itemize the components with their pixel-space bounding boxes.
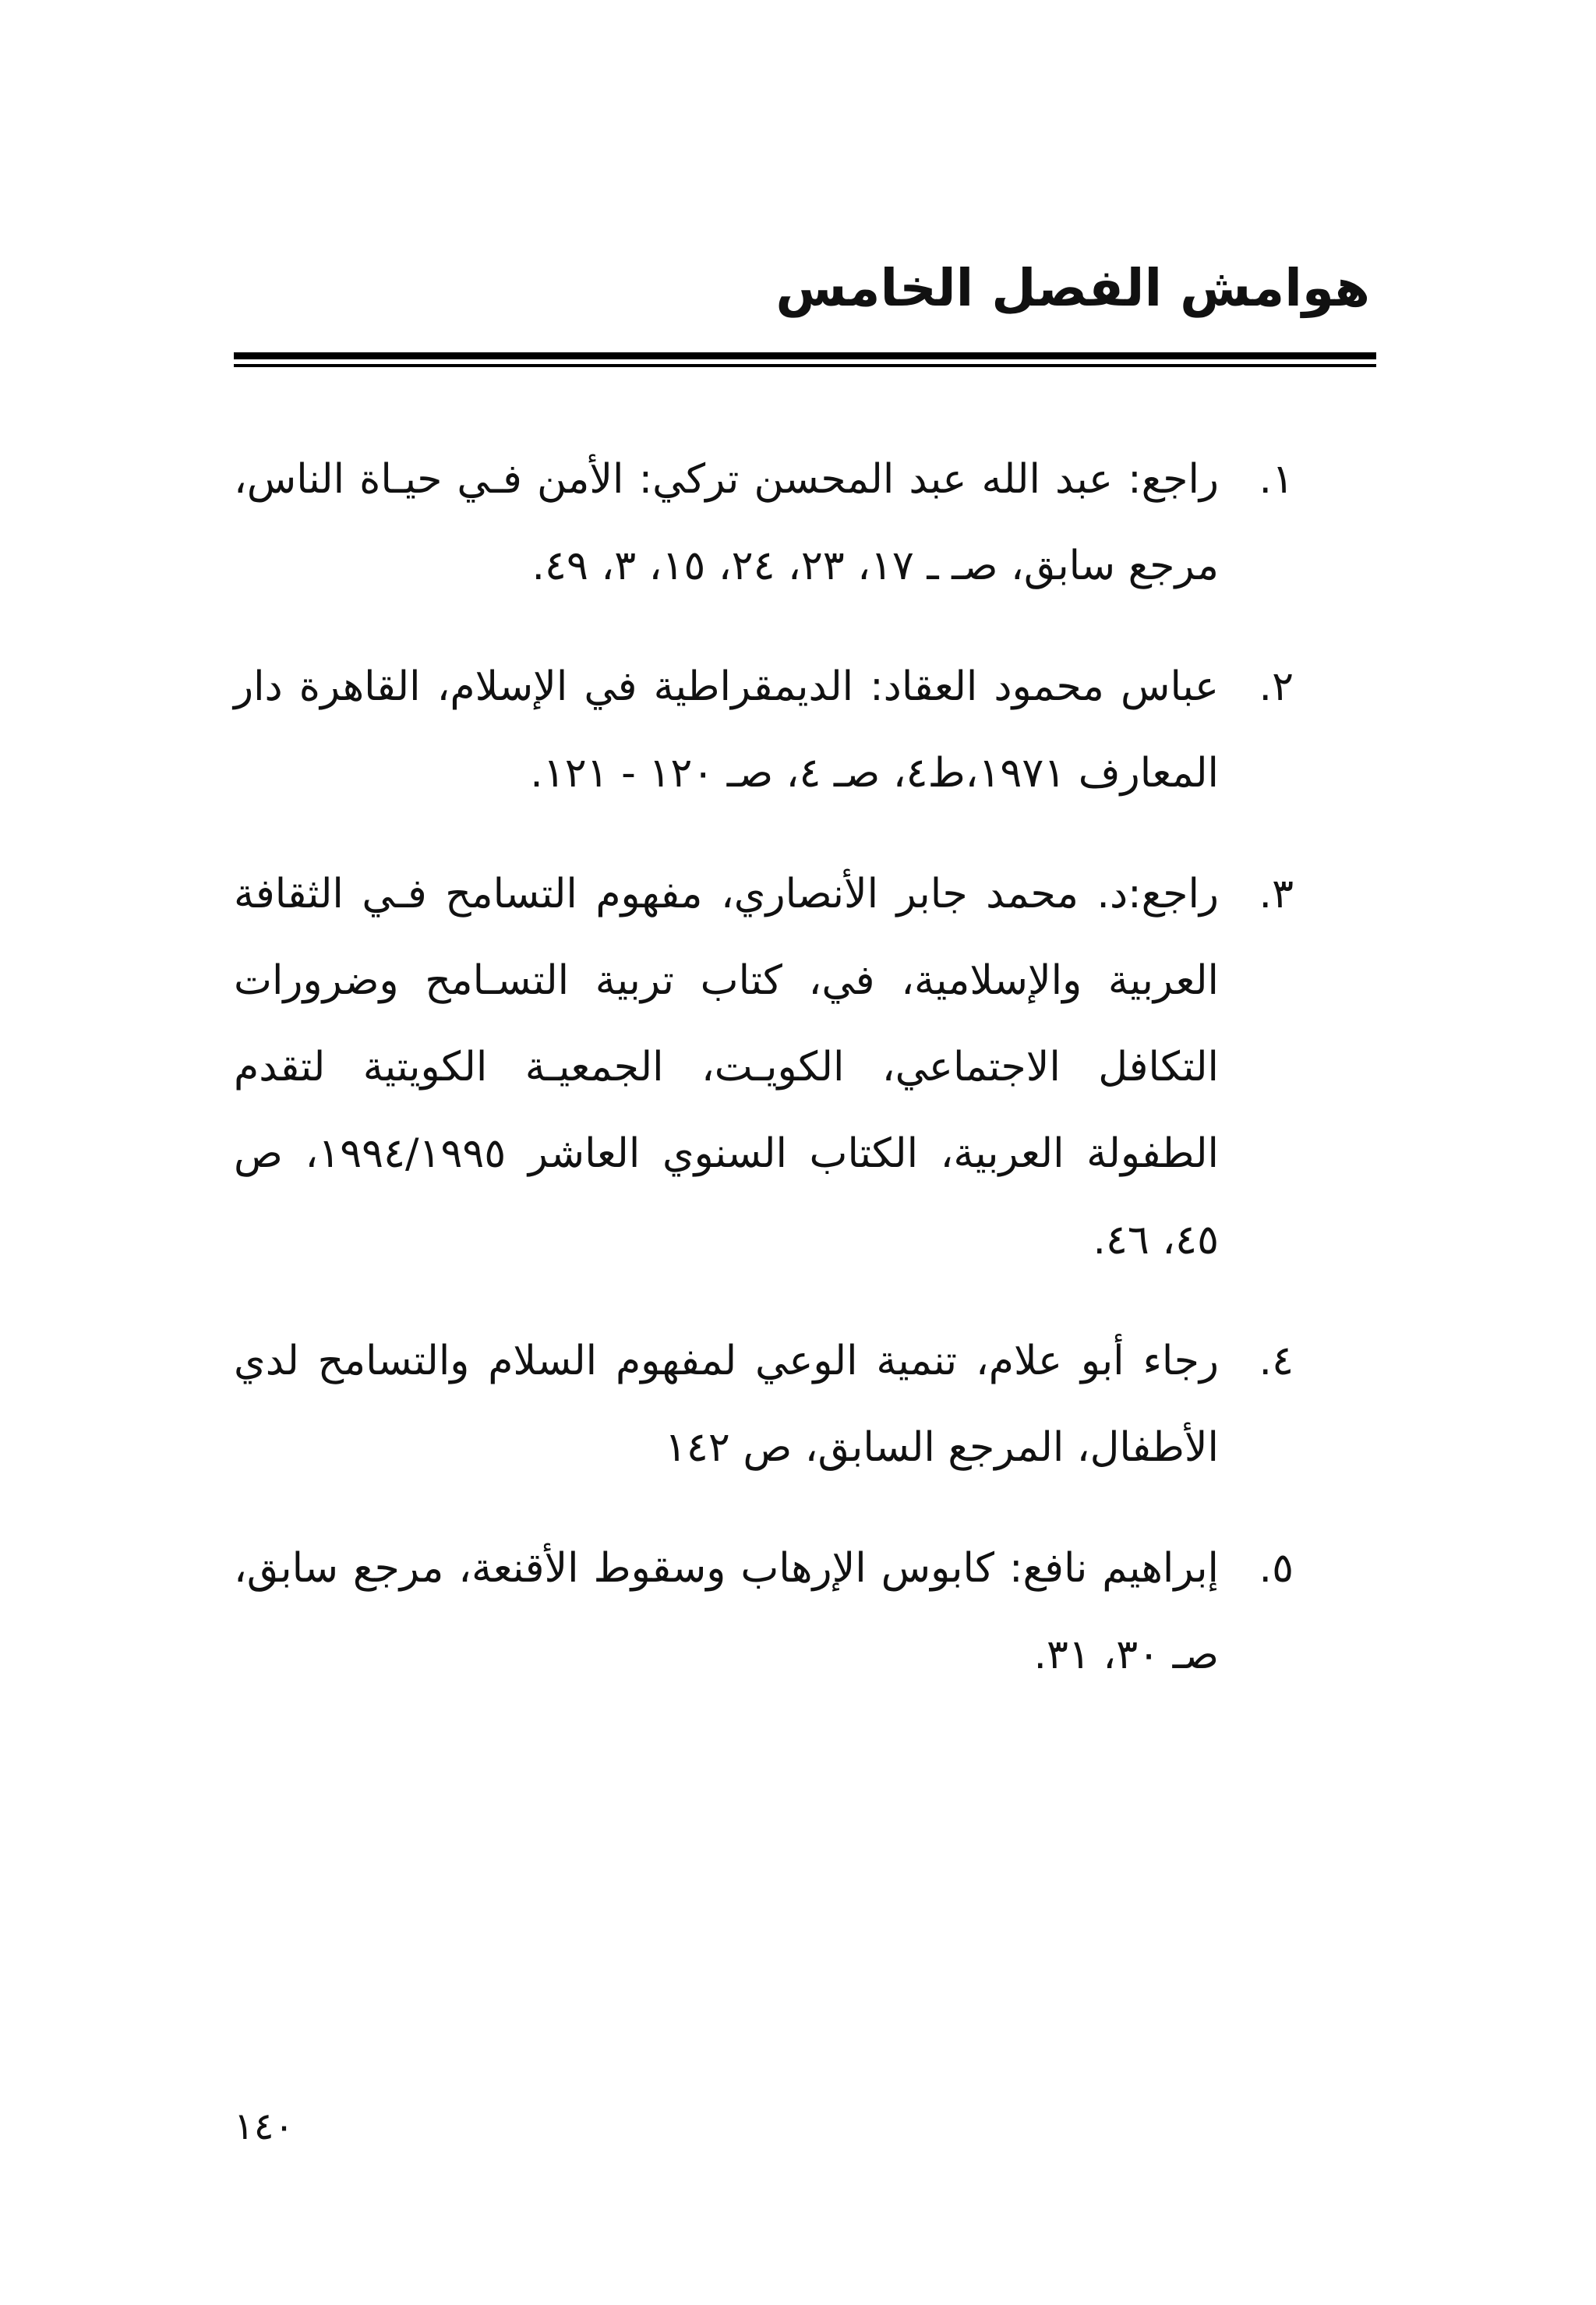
footnote-text: إبراهيم نافع: كابوس الإرهاب وسقوط الأقنعة، مرجع سابق، صـ ٣٠، ٣١. (234, 1545, 1219, 1678)
title-rule-thin (234, 364, 1376, 367)
footnote-3 (234, 851, 1294, 1284)
footnote-1 (234, 437, 1294, 610)
chapter-title: هوامش الفصل الخامس (775, 258, 1370, 318)
footnote-4 (234, 1318, 1294, 1491)
footnote-2 (234, 644, 1294, 817)
footnote-text: راجع: عبد الله عبد المحسن تركي: الأمن فـي حيـاة الناس، مرجع سابق، صـ ـ ١٧، ٢٣، ٢٤، ١٥، ٣، ٤٩. (234, 456, 1219, 589)
footnote-number: ٥. (1259, 1545, 1294, 1592)
page-number: ١٤٠ (234, 2105, 295, 2148)
footnote-5 (234, 1525, 1294, 1699)
title-double-rule (234, 352, 1376, 369)
footnote-text: رجاء أبو علام، تنمية الوعي لمفهوم السلام والتسامح لدي الأطفال، المرجع السابق، ص ١٤٢ (234, 1338, 1219, 1471)
footnotes-list (234, 437, 1294, 1733)
footnote-number: ١. (1259, 456, 1294, 503)
footnote-text: عباس محمود العقاد: الديمقراطية في الإسلام، القاهرة دار المعارف ١٩٧١،ط٤، صـ ٤، صـ ١٢٠ - ١٢١. (234, 663, 1219, 797)
footnote-number: ٢. (1259, 663, 1294, 710)
title-rule-thick (234, 352, 1376, 359)
footnote-number: ٣. (1259, 871, 1294, 917)
footnote-number: ٤. (1259, 1338, 1294, 1384)
footnote-text: راجع:د. محمد جابر الأنصاري، مفهوم التسامح فـي الثقافة العربية والإسلامية، في، كتاب تربية التسـامح وضرورات التكافل الاجتماعي، الكويـت، الجمعيـة الكويتية لتقدم الطفولة العربية، الكتاب السنوي العاشر ١٩٩٤/١٩٩٥، ص ٤٥، ٤٦. (234, 871, 1219, 1264)
